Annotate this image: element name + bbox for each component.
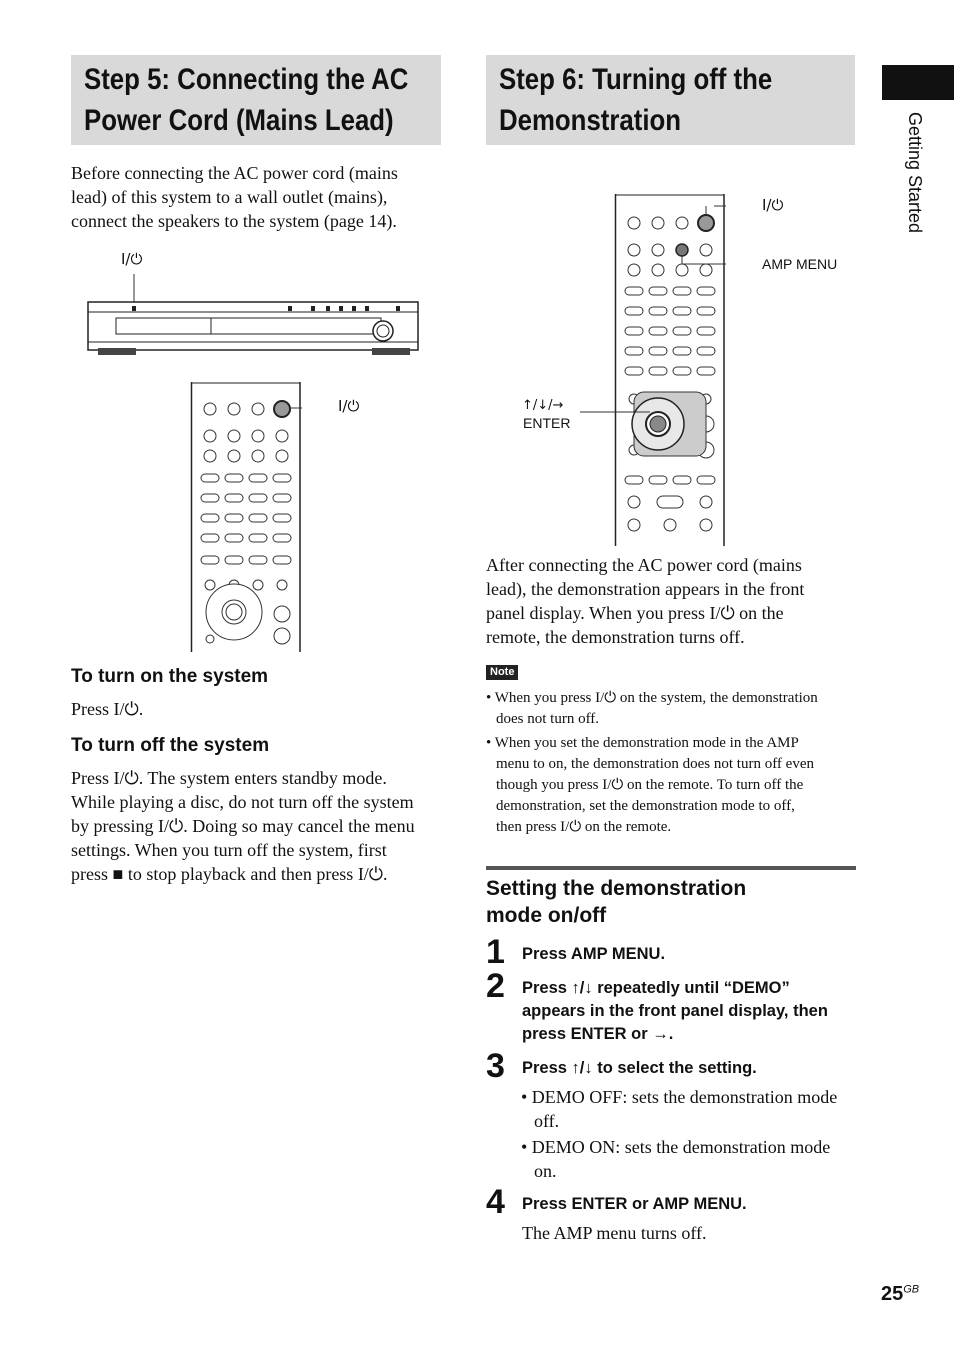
- step-line: press ENTER or →.: [522, 1025, 674, 1043]
- step6-paragraph: [486, 553, 856, 649]
- turn-off-title: To turn off the system: [71, 735, 270, 756]
- turn-off-text: [71, 766, 443, 886]
- remote-illustration-right: [614, 194, 726, 546]
- step6-heading-line1: Step 6: Turning off the: [499, 63, 773, 96]
- intro-line: Before connecting the AC power cord (mains: [71, 163, 398, 183]
- notes-list: [486, 688, 858, 838]
- step-number: 4: [486, 1183, 505, 1221]
- turn-off-line: by pressing I/⏻. Doing so may cancel the menu: [71, 816, 415, 836]
- page-number: [881, 1283, 919, 1306]
- note-line: does not turn off.: [496, 711, 600, 727]
- step5-heading-line2: Power Cord (Mains Lead): [84, 104, 394, 137]
- turn-off-line: settings. When you turn off the system, first: [71, 840, 387, 860]
- arrows-label: ↑/↓/→: [522, 398, 564, 413]
- para-line: panel display. When you press I/⏻ on the: [486, 603, 784, 623]
- bullet-line: on.: [534, 1161, 557, 1181]
- page-number-value: 25: [881, 1283, 904, 1305]
- step4-result: The AMP menu turns off.: [522, 1223, 707, 1243]
- note-badge: Note: [486, 665, 518, 680]
- step6-heading-box: [486, 55, 855, 145]
- step5-intro: [71, 161, 441, 233]
- bullet-line: • DEMO OFF: sets the demonstration mode: [521, 1087, 838, 1107]
- side-tab-block: [882, 65, 954, 100]
- turn-off-line: While playing a disc, do not turn off the system: [71, 792, 414, 812]
- system-unit-illustration: [86, 262, 422, 358]
- note-line: • When you set the demonstration mode in the AMP: [486, 735, 799, 751]
- step-text: [522, 977, 862, 1046]
- enter-leader-line: [580, 410, 650, 414]
- para-line: remote, the demonstration turns off.: [486, 627, 745, 647]
- note-line: • When you press I/⏻ on the system, the demonstration: [486, 690, 818, 706]
- section-title: [486, 875, 746, 929]
- section-rule: [486, 866, 856, 870]
- step5-heading-line1: Step 5: Connecting the AC: [84, 63, 409, 96]
- note-line: menu to on, the demonstration does not turn off even: [496, 756, 814, 772]
- amp-menu-label: AMP MENU: [762, 256, 838, 272]
- turn-on-title: To turn on the system: [71, 666, 269, 687]
- step-line: Press ↑/↓ repeatedly until “DEMO”: [522, 979, 790, 997]
- note-line: then press I/⏻ on the remote.: [496, 819, 672, 835]
- unit-power-label: I/⏻: [121, 250, 143, 268]
- note-line: though you press I/⏻ on the remote. To turn off the: [496, 777, 804, 793]
- para-line: lead), the demonstration appears in the front: [486, 579, 805, 599]
- step-text: Press AMP MENU.: [522, 945, 666, 963]
- note-item: [486, 733, 858, 838]
- turn-off-line: Press I/⏻. The system enters standby mode.: [71, 768, 387, 788]
- note-item: [486, 688, 858, 730]
- section-title-line2: mode on/off: [486, 904, 607, 927]
- remote-power-label-right: I/⏻: [762, 196, 784, 214]
- bullet-line: • DEMO ON: sets the demonstration mode: [521, 1137, 831, 1157]
- step-number: 2: [486, 967, 505, 1005]
- intro-line: connect the speakers to the system (page 14).: [71, 211, 397, 231]
- step-text: Press ↑/↓ to select the setting.: [522, 1059, 757, 1077]
- step-line: appears in the front panel display, then: [522, 1002, 828, 1020]
- remote-power-label-left: I/⏻: [338, 397, 360, 415]
- section-title-line1: Setting the demonstration: [486, 877, 747, 900]
- step6-heading-line2: Demonstration: [499, 104, 682, 137]
- intro-line: lead) of this system to a wall outlet (mains),: [71, 187, 388, 207]
- side-tab-label: Getting Started: [905, 112, 925, 234]
- remote-illustration-left: [190, 382, 302, 652]
- turn-on-text: Press I/⏻.: [71, 699, 144, 719]
- step3-bullets: [521, 1085, 861, 1183]
- note-line: demonstration, set the demonstration mode to off,: [496, 798, 795, 814]
- bullet-line: off.: [534, 1111, 560, 1131]
- para-line: After connecting the AC power cord (mains: [486, 555, 802, 575]
- enter-label: ENTER: [523, 415, 571, 431]
- step-number: 3: [486, 1047, 505, 1085]
- step-number: 1: [486, 933, 505, 971]
- page-number-suffix: GB: [903, 1283, 920, 1296]
- step-text: Press ENTER or AMP MENU.: [522, 1195, 747, 1213]
- step5-heading-box: [71, 55, 441, 145]
- turn-off-line: press ■ to stop playback and then press I/⏻.: [71, 864, 388, 884]
